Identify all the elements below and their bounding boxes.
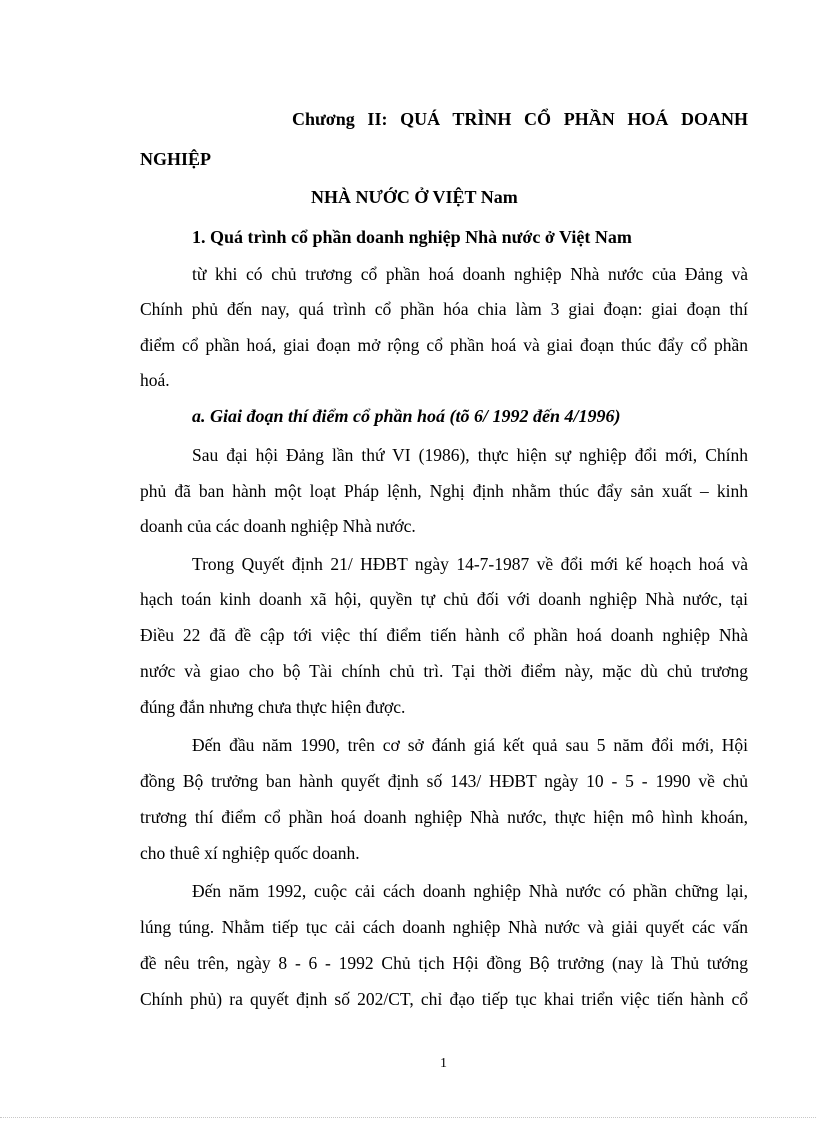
body-line: nước và giao cho bộ Tài chính chủ trì. Tại thời điểm này, mặc dù chủ trương [140, 661, 748, 681]
body-line: lúng túng. Nhằm tiếp tục cải cách doanh nghiệp Nhà nước và giải quyết các vấn [140, 917, 748, 937]
body-line: Trong Quyết định 21/ HĐBT ngày 14-7-1987 về đổi mới kế hoạch hoá và [192, 554, 748, 574]
body-line: phủ đã ban hành một loạt Pháp lệnh, Nghị định nhằm thúc đẩy sản xuất – kinh [140, 481, 748, 501]
subsection-a-heading: a. Giai đoạn thí điểm cổ phần hoá (tõ 6/ 1992 đến 4/1996) [192, 406, 621, 426]
body-line: hạch toán kinh doanh xã hội, quyền tự chủ đối với doanh nghiệp Nhà nước, tại [140, 589, 748, 609]
body-line: Chính phủ) ra quyết định số 202/CT, chỉ đạo tiếp tục khai triển việc tiến hành cổ [140, 989, 748, 1009]
body-line: trương thí điểm cổ phần hoá doanh nghiệp Nhà nước, thực hiện mô hình khoán, [140, 807, 748, 827]
body-line: Sau đại hội Đảng lần thứ VI (1986), thực hiện sự nghiệp đổi mới, Chính [192, 445, 748, 465]
body-line: Đến năm 1992, cuộc cải cách doanh nghiệp Nhà nước có phần chững lại, [192, 881, 748, 901]
body-line: doanh của các doanh nghiệp Nhà nước. [140, 516, 416, 536]
body-line: đề nêu trên, ngày 8 - 6 - 1992 Chủ tịch Hội đồng Bộ trưởng (nay là Thủ tướng [140, 953, 748, 973]
body-line: đúng đắn nhưng chưa thực hiện được. [140, 697, 406, 717]
body-line: Điều 22 đã đề cập tới việc thí điểm tiến hành cổ phần hoá doanh nghiệp Nhà [140, 625, 748, 645]
body-line: điểm cổ phần hoá, giai đoạn mở rộng cổ phần hoá và giai đoạn thúc đẩy cổ phần [140, 335, 748, 355]
chapter-title-line-1: Chương II: QUÁ TRÌNH CỔ PHẦN HOÁ DOANH [292, 109, 748, 129]
chapter-title-line-2: NGHIỆP [140, 149, 212, 169]
body-line: Đến đầu năm 1990, trên cơ sở đánh giá kết quả sau 5 năm đổi mới, Hội [192, 735, 748, 755]
body-line: hoá. [140, 370, 170, 390]
section-1-heading: 1. Quá trình cổ phần doanh nghiệp Nhà nước ở Việt Nam [192, 227, 632, 247]
page-bottom-divider [0, 1117, 816, 1118]
body-line: cho thuê xí nghiệp quốc doanh. [140, 843, 360, 863]
chapter-title-line-3: NHÀ NƯỚC Ở VIỆT Nam [311, 187, 518, 207]
body-line: Chính phủ đến nay, quá trình cổ phần hóa chia làm 3 giai đoạn: giai đoạn thí [140, 299, 748, 319]
page-number: 1 [440, 1056, 447, 1071]
body-line: từ khi có chủ trương cổ phần hoá doanh nghiệp Nhà nước của Đảng và [192, 264, 748, 284]
body-line: đồng Bộ trưởng ban hành quyết định số 143/ HĐBT ngày 10 - 5 - 1990 về chủ [140, 771, 748, 791]
